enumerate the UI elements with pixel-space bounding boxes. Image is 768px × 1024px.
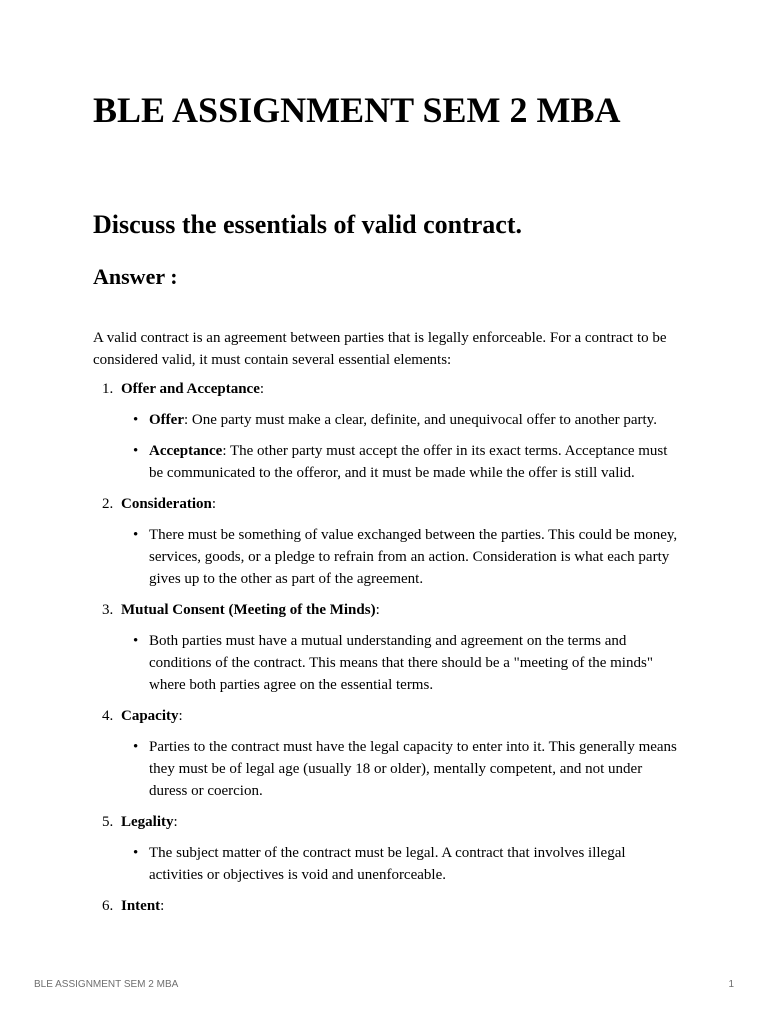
item-heading: Legality — [121, 814, 174, 830]
item-number: 3. — [102, 602, 114, 618]
item-number: 6. — [102, 898, 114, 914]
sub-point — [133, 440, 683, 484]
document-title: BLE ASSIGNMENT SEM 2 MBA — [93, 90, 621, 130]
bullet-icon: • — [133, 412, 139, 428]
intro-paragraph: A valid contract is an agreement between parties that is legally enforceable. For a contract to be considered valid, it must contain several essential elements: — [93, 330, 667, 368]
item-heading: Mutual Consent (Meeting of the Minds) — [121, 602, 376, 618]
sub-point-text: Parties to the contract must have the legal capacity to enter into it. This generally means they must be of legal age (usually 18 or older), mentally competent, and not under duress or coercion. — [149, 739, 677, 799]
bullet-icon: • — [133, 633, 139, 649]
item-number: 5. — [102, 814, 114, 830]
item-heading-line — [121, 493, 683, 515]
sub-point — [133, 524, 683, 590]
essential-item — [102, 493, 683, 590]
sub-point-term: Acceptance — [149, 443, 223, 459]
item-heading: Intent — [121, 898, 161, 914]
item-heading-line — [121, 705, 683, 727]
bullet-icon: • — [133, 739, 139, 755]
item-heading-line — [121, 378, 683, 400]
item-number: 1. — [102, 381, 114, 397]
item-number: 4. — [102, 708, 114, 724]
essentials-list — [93, 378, 683, 917]
sub-point-list — [121, 736, 683, 802]
essential-item — [102, 705, 683, 802]
sub-point-list — [121, 524, 683, 590]
sub-point — [133, 736, 683, 802]
item-heading: Offer and Acceptance — [121, 381, 260, 397]
sub-point — [133, 842, 683, 886]
item-heading-colon: : — [173, 814, 178, 830]
footer-document-title: BLE ASSIGNMENT SEM 2 MBA — [34, 979, 179, 990]
item-heading-line — [121, 895, 683, 917]
essential-item — [102, 895, 683, 917]
answer-body — [93, 327, 683, 926]
sub-point-text: : The other party must accept the offer in its exact terms. Acceptance must be communicated to the offeror, and it must be made while the offer is still valid. — [149, 443, 668, 481]
sub-point — [133, 630, 683, 696]
sub-point-text: The subject matter of the contract must be legal. A contract that involves illegal activities or objectives is void and unenforceable. — [149, 845, 626, 883]
sub-point-text: There must be something of value exchanged between the parties. This could be money, services, goods, or a pledge to refrain from an action. Consideration is what each party gives up to the other as part of the agreement. — [149, 527, 678, 587]
item-heading-colon: : — [259, 381, 265, 397]
essential-item — [102, 811, 683, 886]
sub-point-list — [121, 409, 683, 484]
sub-point-text: : One party must make a clear, definite, and unequivocal offer to another party. — [183, 412, 657, 428]
essential-item — [102, 599, 683, 696]
item-heading: Capacity — [121, 708, 179, 724]
item-heading-colon: : — [160, 898, 165, 914]
essential-item — [102, 378, 683, 484]
answer-label: Answer : — [93, 264, 178, 289]
sub-point-list — [121, 842, 683, 886]
item-heading: Consideration — [121, 496, 212, 512]
question-heading: Discuss the essentials of valid contract. — [93, 210, 522, 239]
item-heading-colon: : — [375, 602, 380, 618]
sub-point-text: Both parties must have a mutual understanding and agreement on the terms and conditions of the contract. This means that there should be a "meeting of the minds" where both parties agree on the essential terms. — [149, 633, 653, 693]
item-heading-colon: : — [211, 496, 217, 512]
sub-point-list — [121, 630, 683, 696]
item-heading-colon: : — [178, 708, 183, 724]
sub-point-term: Offer — [149, 412, 184, 428]
item-heading-line — [121, 811, 683, 833]
bullet-icon: • — [133, 527, 139, 543]
bullet-icon: • — [133, 845, 139, 861]
item-heading-line — [121, 599, 683, 621]
sub-point — [133, 409, 683, 431]
item-number: 2. — [102, 496, 114, 512]
footer-page-number: 1 — [728, 979, 734, 990]
bullet-icon: • — [133, 443, 139, 459]
